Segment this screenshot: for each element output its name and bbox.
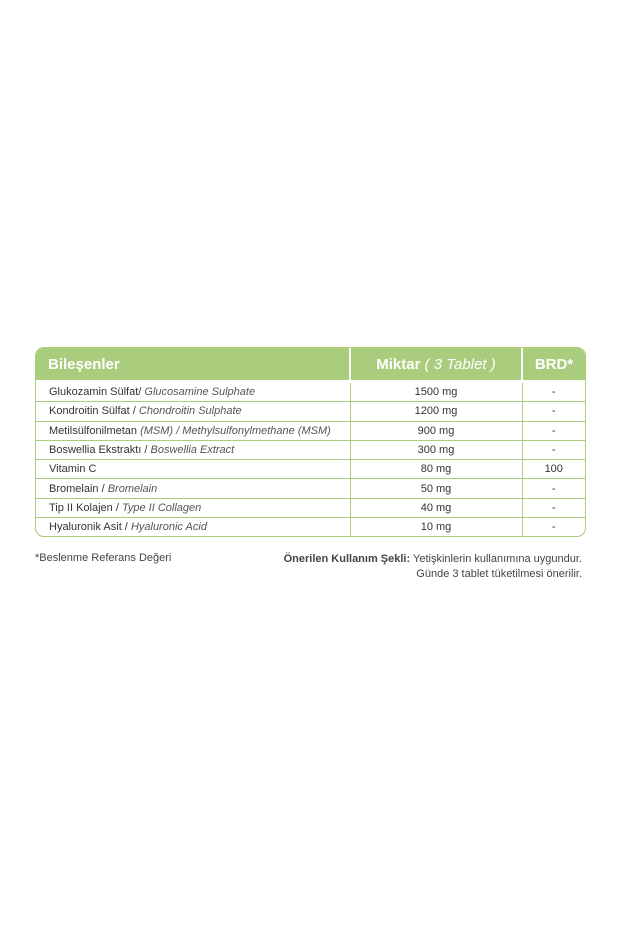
ingredient-name bbox=[36, 440, 350, 459]
ingredient-amount: 300 mg bbox=[350, 440, 522, 459]
ingredient-name-tr: Bromelain / bbox=[49, 482, 105, 495]
ingredient-name-tr: Glukozamin Sülfat/ bbox=[49, 386, 142, 399]
ingredient-name-en: Type II Collagen bbox=[121, 501, 202, 514]
ingredient-name-en: Chondroitin Sulphate bbox=[138, 405, 242, 418]
ingredient-name-tr: Tip II Kolajen / bbox=[49, 501, 119, 514]
ingredients-table bbox=[35, 347, 586, 537]
usage-line-1 bbox=[284, 552, 582, 567]
ingredient-amount: 40 mg bbox=[350, 498, 522, 517]
header-amount-label: Miktar bbox=[376, 355, 421, 373]
header-brd: BRD* bbox=[522, 348, 585, 382]
ingredient-name-tr: Metilsülfonilmetan bbox=[49, 424, 138, 437]
table-row bbox=[36, 440, 585, 459]
ingredient-name bbox=[36, 402, 350, 421]
ingredient-name bbox=[36, 498, 350, 517]
ingredient-amount: 80 mg bbox=[350, 460, 522, 479]
ingredient-amount: 900 mg bbox=[350, 421, 522, 440]
ingredient-name-tr: Kondroitin Sülfat / bbox=[49, 405, 136, 418]
table-header-row bbox=[36, 348, 585, 382]
ingredient-brd: 100 bbox=[522, 460, 585, 479]
ingredient-brd: - bbox=[522, 518, 585, 537]
ingredient-name-tr: Hyaluronik Asit / bbox=[49, 521, 128, 534]
usage-label: Önerilen Kullanım Şekli: bbox=[283, 553, 411, 565]
ingredient-name-en: Hyaluronic Acid bbox=[130, 521, 207, 534]
table-row bbox=[36, 421, 585, 440]
table-row bbox=[36, 498, 585, 517]
header-amount bbox=[350, 348, 522, 382]
brd-footnote: *Beslenme Referans Değeri bbox=[35, 552, 172, 564]
ingredient-name-tr: Boswellia Ekstraktı / bbox=[49, 444, 148, 457]
ingredient-brd: - bbox=[522, 382, 585, 402]
ingredient-amount: 1500 mg bbox=[350, 382, 522, 402]
usage-text-1: Yetişkinlerin kullanımına uygundur. bbox=[413, 553, 582, 565]
ingredients-table-grid bbox=[36, 348, 585, 536]
ingredient-name-en: Bromelain bbox=[107, 482, 158, 495]
ingredient-name bbox=[36, 421, 350, 440]
ingredient-brd: - bbox=[522, 402, 585, 421]
ingredient-brd: - bbox=[522, 421, 585, 440]
table-row bbox=[36, 460, 585, 479]
ingredient-brd: - bbox=[522, 479, 585, 498]
ingredient-amount: 1200 mg bbox=[350, 402, 522, 421]
usage-instructions bbox=[284, 552, 582, 582]
ingredient-amount: 10 mg bbox=[350, 518, 522, 537]
ingredient-name bbox=[36, 460, 350, 479]
ingredient-amount: 50 mg bbox=[350, 479, 522, 498]
header-amount-unit: ( 3 Tablet ) bbox=[424, 355, 496, 373]
ingredient-brd: - bbox=[522, 440, 585, 459]
header-ingredients: Bileşenler bbox=[36, 348, 350, 382]
ingredient-name bbox=[36, 479, 350, 498]
ingredient-name-tr: Vitamin C bbox=[49, 463, 97, 476]
ingredient-name-en: (MSM) / Methylsulfonylmethane (MSM) bbox=[140, 424, 331, 437]
table-row bbox=[36, 518, 585, 537]
ingredient-brd: - bbox=[522, 498, 585, 517]
ingredient-name-en: Glucosamine Sulphate bbox=[144, 386, 256, 399]
ingredient-name bbox=[36, 382, 350, 402]
ingredient-name-en: Boswellia Extract bbox=[150, 444, 235, 457]
table-row bbox=[36, 382, 585, 402]
table-row bbox=[36, 402, 585, 421]
ingredient-name bbox=[36, 518, 350, 537]
usage-text-2: Günde 3 tablet tüketilmesi önerilir. bbox=[416, 568, 582, 580]
table-row bbox=[36, 479, 585, 498]
